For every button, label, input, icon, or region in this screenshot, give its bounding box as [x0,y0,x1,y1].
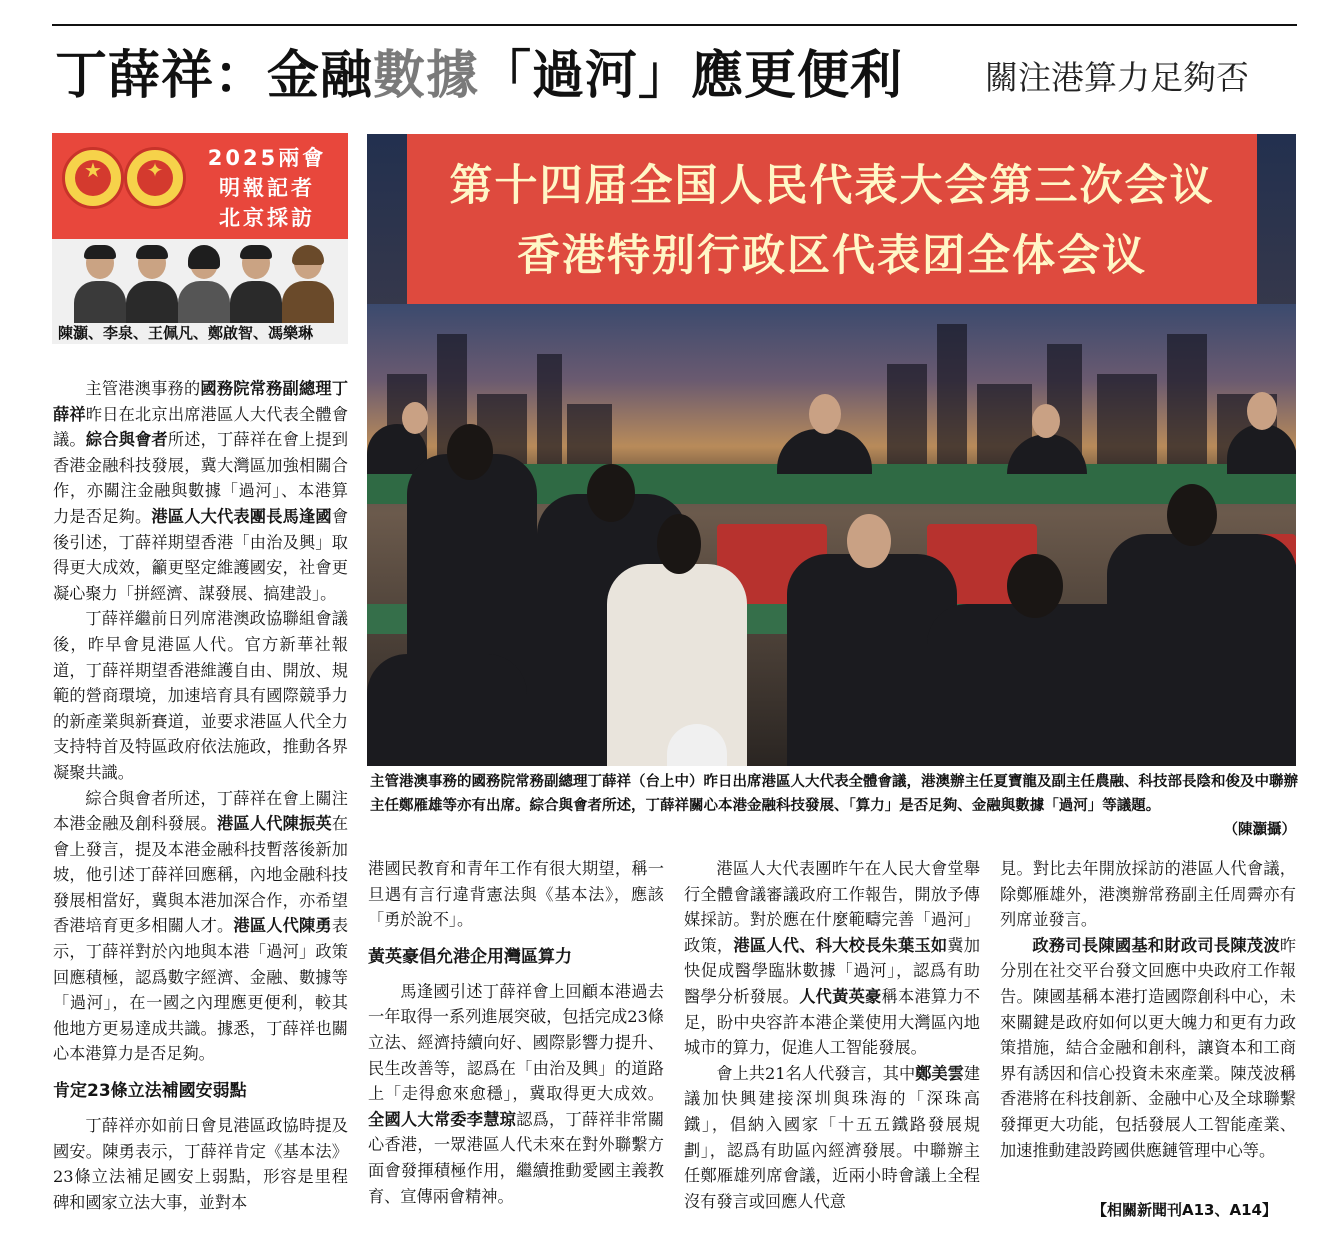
headline-part2: 數據 [373,45,480,106]
reporter-avatar [124,247,180,323]
article-column-1 [53,376,348,1215]
reporter-avatar [228,247,284,323]
text-run: 昨分別在社交平台發文回應中央政府工作報告。陳國基稱本港打造國際創科中心，未來關鍵是政府如何以更大魄力和更有力政策措施，結合金融和創科，讓資本和工商界有誘因和信心投資未來產業。陳茂波稱香港將在科技創新、金融中心及全球聯繫發揮更大功能，包括發展人工智能產業、加速推動建設跨國供應鏈管理中心等。 [1000,935,1296,1160]
text-run: 馬逢國引述丁薛祥會上回顧本港過去一年取得一系列進展突破，包括完成23條立法、經濟持續向好、國際影響力提升、民生改善等，認爲在「由治及興」的道路上「走得愈來愈穩」，冀取得更大成效。 [368,981,664,1104]
paragraph [1000,933,1296,1163]
paragraph: 丁薛祥亦如前日會見港區政協時提及國安。陳勇表示，丁薛祥肯定《基本法》23條立法補足國安上弱點，形容是里程碑和國家立法大事，並對本 [53,1116,348,1212]
photo-caption [370,770,1300,842]
paragraph [684,1061,980,1215]
text-run: 認爲，丁薛祥非常關心香港，一眾港區人代未來在對外聯繫方面會發揮積極作用，繼續推動愛國主義教育、宣傳兩會精神。 [368,1109,665,1206]
text-run: 建議加快興建接深圳與珠海的「深珠高鐵」，倡納入國家「十五五鐵路發展規劃」，認爲有助區內經濟發展。中聯辦主任鄭雁雄列席會議，近兩小時會議上全程沒有發言或回應人代意 [684,1063,980,1211]
bold-run: 港區人代、科大校長朱葉玉如 [733,935,948,955]
reporter-title-line2: 明報記者 [219,176,315,200]
bold-run: 港區人大代表團長馬逢國 [151,506,332,526]
bold-run: 綜合與會者 [85,430,168,450]
text-run: 主管港澳事務的 [85,379,201,398]
bold-run: 政務司長陳國基和財政司長陳茂波 [1032,935,1280,955]
paragraph [684,856,980,1061]
top-rule [52,24,1297,26]
headline [55,40,903,112]
headline-part1: 丁薛祥：金融 [55,45,374,106]
subheadline: 關注港算力足夠否 [985,58,1249,97]
caption-text: 主管港澳事務的國務院常務副總理丁薛祥（台上中）昨日出席港區人大代表全體會議，港澳辦主任夏寶龍及副主任農融、科技部長陰和俊及中聯辦主任鄭雁雄等亦有出席。綜合與會者所述，丁薛祥關心本港金融科技發展、「算力」是否足夠、金融與數據「過河」等議題。 [370,774,1298,814]
backdrop-line1: 第十四届全国人民代表大会第三次会议 [449,161,1215,211]
paragraph: 港國民教育和青年工作有很大期望，稱一旦遇有言行違背憲法與《基本法》，應該「勇於說不」。 [368,859,664,930]
paragraph [53,376,348,606]
paragraph [368,979,664,1209]
paragraph [53,786,348,1068]
bold-run: 鄭美雲 [915,1063,964,1083]
text-run: 所述，丁薛祥在會上提到香港金融科技發展，冀大灣區加強相關合作，亦關注金融與數據「過河」、本港算力是否足夠。 [53,430,349,526]
cppcc-emblem-icon: ✦ [124,147,186,209]
reporter-avatar [280,247,336,323]
article-column-3 [684,856,980,1214]
text-run: 昨日在北京出席港區人大代表全體會議。 [53,404,349,450]
bold-run: 港區人代陳勇 [233,916,332,936]
reporter-banner [52,133,348,239]
reporter-photos [62,245,342,323]
backdrop-line2: 香港特别行政区代表团全体会议 [517,231,1147,281]
bold-run: 港區人代陳振英 [217,814,332,834]
reporter-avatar [176,247,232,323]
text-run: 在會上發言，提及本港金融科技暫落後新加坡，他引述丁薛祥回應稱，內地金融科技發展相當好，冀與本港加深合作，亦希望香港培育更多相關人才。 [53,814,349,936]
section-heading: 肯定23條立法補國安弱點 [53,1081,247,1102]
text-run: 會上共21名人代發言，其中 [716,1063,916,1083]
reporter-avatar [72,247,128,323]
article-column-2 [368,856,664,1209]
reporter-title-line1: 2025兩會 [207,146,327,170]
headline-part3: 「過河」應更便利 [479,45,904,106]
section-heading: 黃英豪倡允港企用灣區算力 [368,946,572,967]
meeting-photo [367,134,1296,766]
text-run: 冀加快促成醫學臨牀數據「過河」，認爲有助醫學分析發展。 [684,935,981,1006]
paragraph: 丁薛祥繼前日列席港澳政協聯組會議後，昨早會見港區人代。官方新華社報道，丁薛祥期望香港維護自由、開放、規範的營商環境，加速培育具有國際競爭力的新產業與新賽道，並要求港區人代全力支持特首及特區政府依法施政，推動各界凝聚共識。 [53,609,348,782]
bold-run: 人代黃英豪 [799,986,882,1006]
text-run: 港區人大代表團昨午在人民大會堂舉行全體會議審議政府工作報告，開放予傳媒採訪。對於應在什麼範疇完善「過河」政策， [684,859,980,955]
bold-run: 全國人大常委李慧琼 [368,1109,517,1129]
article-column-4 [1000,856,1296,1163]
reporter-box [52,133,348,344]
related-news-note: 【相關新聞刊A13、A14】 [1092,1201,1277,1219]
reporter-title [192,143,342,233]
text-run: 表示，丁薛祥對於內地與本港「過河」政策回應積極，認爲數字經濟、金融、數據等「過河」，在一國之內理應更便利，較其他地方更易達成共識。據悉，丁薛祥也關心本港算力是否足夠。 [53,916,349,1064]
reporter-names: 陳灝、李泉、王佩凡、鄭啟智、馮樂琳 [58,324,314,342]
reporter-title-line3: 北京採訪 [219,206,315,230]
text-run: 稱本港算力不足，盼中央容許本港企業使用大灣區內地城市的算力，促進人工智能發展。 [684,986,981,1058]
national-emblem-icon: ★ [62,147,124,209]
photo-credit: （陳灝攝） [1223,822,1296,838]
bold-run: 國務院常務副總理丁薛祥 [53,379,349,424]
text-run: 會後引述，丁薛祥期望香港「由治及興」取得更大成效，籲更堅定維護國安，社會更凝心聚力「拼經濟、謀發展、搞建設」。 [53,506,349,603]
paragraph: 見。對比去年開放採訪的港區人代會議，除鄭雁雄外，港澳辦常務副主任周霽亦有列席並發言。 [1000,859,1296,930]
text-run: 綜合與會者所述，丁薛祥在會上關注本港金融及創科發展。 [53,788,348,834]
